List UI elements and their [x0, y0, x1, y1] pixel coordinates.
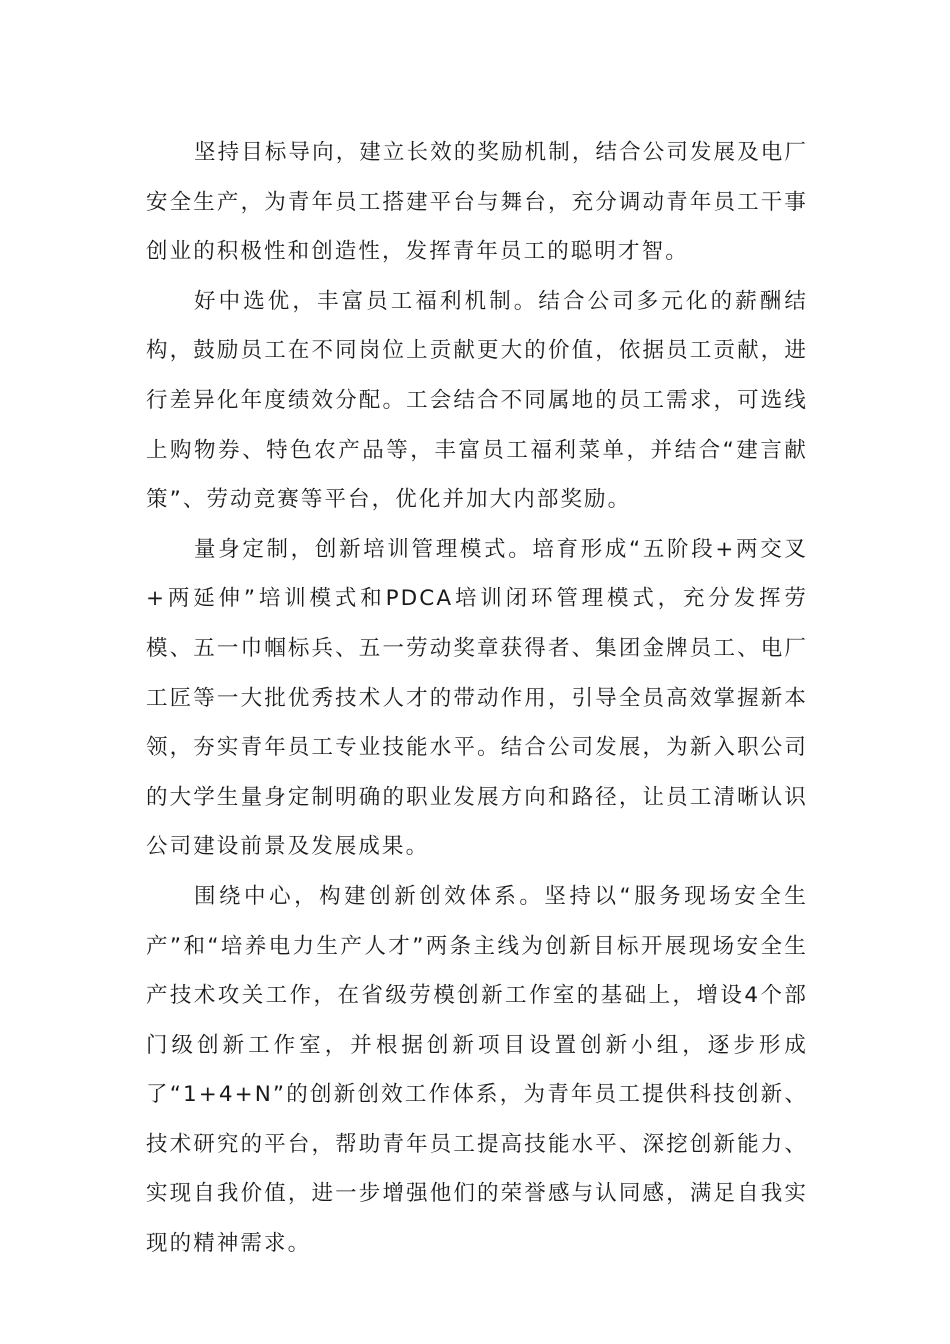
paragraph-innovation-system: 围绕中心，构建创新创效体系。坚持以“服务现场安全生产”和“培养电力生产人才”两条主线为创新目标开展现场安全生产技术攻关工作，在省级劳模创新工作室的基础上，增设4个部门级创新工作室，并根据创新项目设置创新小组，逐步形成了“1+4+N”的创新创效工作体系，为青年员工提供科技创新、技术研究的平台，帮助青年员工提高技能水平、深挖创新能力、实现自我价值，进一步增强他们的荣誉感与认同感，满足自我实现的精神需求。	[146, 883, 808, 1257]
document-body	[146, 128, 808, 1269]
paragraph-welfare-mechanism: 好中选优，丰富员工福利机制。结合公司多元化的薪酬结构，鼓励员工在不同岗位上贡献更大的价值，依据员工贡献，进行差异化年度绩效分配。工会结合不同属地的员工需求，可选线上购物券、特色农产品等，丰富员工福利菜单，并结合“建言献策”、劳动竞赛等平台，优化并加大内部奖励。	[146, 288, 808, 513]
paragraph-training-model: 量身定制，创新培训管理模式。培育形成“五阶段+两交叉+两延伸”培训模式和PDCA培训闭环管理模式，充分发挥劳模、五一巾帼标兵、五一劳动奖章获得者、集团金牌员工、电厂工匠等一大批优秀技术人才的带动作用，引导全员高效掌握新本领，夯实青年员工专业技能水平。结合公司发展，为新入职公司的大学生量身定制明确的职业发展方向和路径，让员工清晰认识公司建设前景及发展成果。	[146, 536, 808, 860]
paragraph-incentive-mechanism: 坚持目标导向，建立长效的奖励机制，结合公司发展及电厂安全生产，为青年员工搭建平台与舞台，充分调动青年员工干事创业的积极性和创造性，发挥青年员工的聪明才智。	[146, 140, 808, 265]
